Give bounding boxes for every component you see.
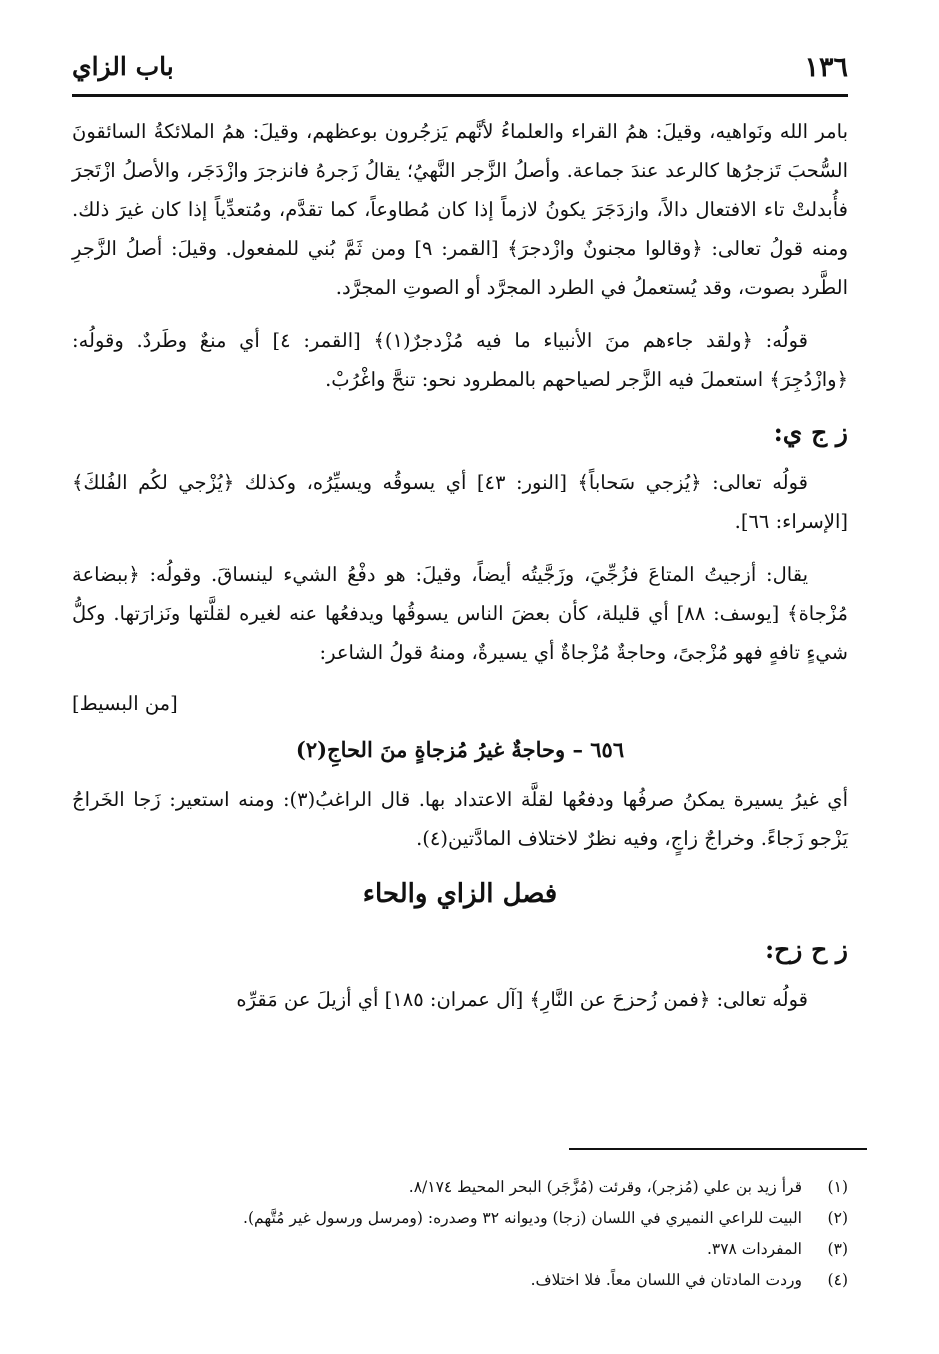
paragraph-muzdajar: قولُه: ﴿ولقد جاءهم منَ الأنبياء ما فيه مُزْدجرٌ(١)﴾ [القمر: ٤] أي منعٌ وطَردٌ. وقولُه: ﴿وازْدُجِرَ﴾ استعملَ فيه الزَّجر لصياحهم بالمطرود نحو: تنحَّ واغْرُبْ. <box>72 329 848 391</box>
footnote-separator <box>569 1148 867 1150</box>
poetic-meter-label: [من البسيط] <box>72 692 178 715</box>
footnote-text: وردت المادتان في اللسان معاً. فلا اختلاف. <box>530 1271 802 1289</box>
page-number: ١٣٦ <box>804 52 848 83</box>
page-header <box>72 48 848 97</box>
main-text <box>72 112 848 1033</box>
section-heading: فصل الزاي والحاء <box>362 879 558 909</box>
footnote <box>72 1172 848 1203</box>
footnote <box>72 1265 848 1296</box>
footnote <box>72 1203 848 1234</box>
poetry-verse: ٦٥٦ – وحاجةٌ غيرُ مُزجاةٍ منَ الحاجِ(٢) <box>295 737 625 762</box>
footnotes <box>72 1172 848 1296</box>
footnote-text: المفردات ٣٧٨. <box>706 1240 802 1258</box>
running-title: باب الزاي <box>72 52 174 81</box>
footnote-number: (٣) <box>827 1240 848 1258</box>
paragraph-zuhzih: قولُه تعالى: ﴿فمن زُحزحَ عن النَّارِ﴾ [آل عمران: ١٨٥] أي أزيلَ عن مَقرِّه <box>236 988 808 1011</box>
entry-heading-zjy: ز ج ي: <box>773 418 848 447</box>
paragraph-muzjat: يقال: أزجيتُ المتاعَ فزُجِّيَ، وزَجَّيتُه أيضاً، وقيلَ: هو دفْعُ الشيء لينساقَ. وقولُه: ﴿ببضاعة مُزْجاة﴾ [يوسف: ٨٨] أي قليلة، كأن بعضَ الناس يسوقُها ويدفعُها عنه لغيره لقلَّتها ونَزارَتها. وكلُّ شيءٍ تافهٍ فهو مُزْجىً، وحاجةٌ مُزْجاةٌ أي يسيرةٌ، ومنهُ قولُ الشاعر: <box>72 563 848 664</box>
footnote-number: (٤) <box>827 1271 848 1289</box>
footnote-text: قرأ زيد بن علي (مُزجر)، وقرئت (مُزَّجَر) البحر المحيط ٨/١٧٤. <box>408 1178 802 1196</box>
footnote-text: البيت للراعي النميري في اللسان (زجا) وديوانه ٣٢ وصدره: (ومرسل ورسول غير مُتَّهم). <box>243 1209 802 1227</box>
footnote-number: (٢) <box>827 1209 848 1227</box>
paragraph-zajr-meaning: بامر الله ونَواهيه، وقيلَ: همُ القراء والعلماءُ لأنَّهم يَزجُرون بوعظهم، وقيلَ: همُ الملائكةُ السائقونَ السُّحبَ تَزجرُها كالرعد عندَ جماعة. وأصلُ الزَّجر النَّهيُ؛ يقالُ زَجرهُ فانزجرَ وازْدَجَر، والأصلُ ازْتَجرَ فأُبدلتْ تاء الافتعال دالاً، وازدَجَرَ يكونُ لازماً إذا كان مُطاوعاً، كما تقدَّم، ومُتعدِّياً إذا كان غيرَ ذلك. ومنه قولُ تعالى: ﴿وقالوا مجنونٌ وازْدجرَ﴾ [القمر: ٩] ومن ثَمَّ بُني للمفعول. وقيلَ: أصلُ الزَّجرِ الطَّرد بصوت، وقد يُستعملُ في الطرد المجرَّد أو الصوتِ المجرَّد. <box>72 120 848 299</box>
paragraph-verse-explanation: أي غيرُ يسيرة يمكنُ صرفُها ودفعُها لقلَّة الاعتداد بها. قال الراغبُ(٣): ومنه استعير: زَجا الخَراجُ يَزْجو زَجاءً. وخراجٌ زاجٍ، وفيه نظرٌ لاختلاف المادَّتين(٤). <box>72 788 848 850</box>
entry-heading-zhzh: ز ح زح: <box>764 935 848 964</box>
paragraph-yuzji: قولُه تعالى: ﴿يُزجي سَحاباً﴾ [النور: ٤٣] أي يسوقُه ويسيِّرُه، وكذلك ﴿يُزْجي لكُم الفُلكَ﴾ [الإسراء: ٦٦]. <box>72 471 848 533</box>
footnote <box>72 1234 848 1265</box>
footnote-number: (١) <box>827 1178 848 1196</box>
